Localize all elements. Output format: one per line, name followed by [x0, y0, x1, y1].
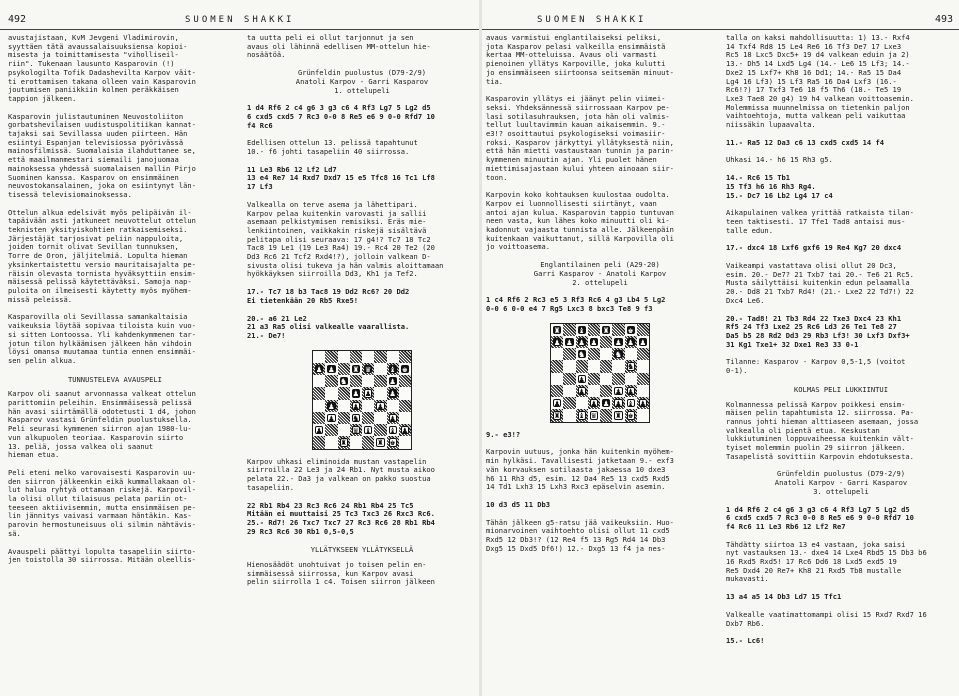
paragraph: avustajistaan, KvM Jevgeni Vladimirovin, syyttäen tätä avaussalaisuuksiensa kopioi- misesta ja toimittamisesta "viholliseil- riin". Tukenaan lausunto Kasparovin (!) psykologilta Tofik Dadashevilta Karpov väit- ti erottamisen takana olleen vain Kasparovin joutumisen paniikkiin kolmen peräkkäisen tappion jälkeen.: [8, 33, 196, 103]
board-square: [387, 436, 399, 448]
board-square: [325, 375, 337, 387]
chess-piece-icon: ♟: [578, 337, 585, 348]
paragraph: avaus varmistui englantilaiseksi peliksi, jota Kasparov pelasi valkeilla ensimmäistä kertaa MM-otteluissa. Avaus oli varmasti pienoinen yllätys Karpoville, joka kulutti jo ensimmäiseen siirtoonsa seitsemän minuut- tia.: [486, 33, 674, 86]
chess-piece-icon: ♟: [328, 364, 335, 375]
chess-piece-icon: ♟: [603, 399, 609, 410]
chess-piece-icon: ♞: [340, 377, 347, 388]
board-square: [350, 400, 362, 412]
chess-piece-icon: ♟: [554, 337, 560, 348]
board-square: [362, 424, 374, 436]
board-square: [563, 348, 575, 360]
board-square: [551, 336, 563, 348]
paragraph: Valkealla on terve asema ja lähettipari. Karpov pelaa kuitenkin varovasti ja sallii asemaan pelkistymisen remisiksi. Eräs mie- lenkiintoinen, vaikkakin riskejä sisältävä pelitapa olisi seuraava: 17 g4!? Tc7 18 Tc2 Tac8 19 Le1 (19 Le3 Ra4) 19.- Rc4 20 Te2 (20 Dd3 Rc6 21 Tcf2 Rxd4!?), jolloin valkean D- sivusta olisi tukeva ja hän valmis aloittamaan hyökkäyksen siirroilla Dd3, Kh1 ja Tef2.: [247, 199, 444, 279]
chess-piece-icon: ♜: [353, 364, 359, 375]
chess-piece-icon: ♟: [377, 401, 384, 412]
board-square: [588, 336, 600, 348]
game-moves: 20.- a6 21 Le2 21 a3 Ra5 olisi valkealle vaarallista. 21.- De7!: [247, 313, 410, 340]
chess-piece-icon: ♝: [578, 411, 585, 422]
board-square: [399, 363, 411, 375]
board-square: [625, 324, 637, 336]
board-square: [362, 436, 374, 448]
chess-piece-icon: ♟: [316, 426, 322, 437]
chess-piece-icon: ♟: [389, 377, 396, 388]
right-column-2: [726, 34, 956, 655]
chess-piece-icon: ♜: [615, 411, 622, 422]
game-moves: 14.- Rc6 15 Tb1 15 Tf3 h6 16 Rh3 Rg4. 15.- Dc7 16 Lb2 Lg4 17 c4: [726, 173, 833, 200]
chess-piece-icon: ♟: [627, 337, 634, 348]
board-square: [313, 424, 325, 436]
board-square: [362, 412, 374, 424]
board-square: [374, 412, 386, 424]
board-square: [637, 385, 649, 397]
board-square: [637, 373, 649, 385]
board-square: [551, 409, 563, 421]
paragraph: Kasparovin julistautuminen Neuvostoliiton gorbatshevilaisen uudistuspolitiikan kannat- tajaksi sai Sevillassa uuden piirteen. Hän esiintyi Espanjan televisiossa pyörivässä mainosfilmissä. Suomalaisia ilahduttanee se, että maailmanmestari siemaili janojuomaa mainoksessa yhdessä suomalaisen mallin Pirjo Suominen kanssa. Kasparov on ensimmäinen neuvostokansalainen, joka on esiintynyt län- tisessä televisiomainoksessa.: [8, 111, 196, 199]
board-square: [625, 397, 637, 409]
game-moves: 9.- e3!?: [486, 429, 521, 439]
chess-piece-icon: ♟: [566, 337, 573, 348]
board-square: [387, 412, 399, 424]
page-header-right: [482, 15, 959, 30]
board-square: [600, 373, 612, 385]
board-square: [625, 360, 637, 372]
chess-piece-icon: ♟: [627, 386, 634, 397]
board-square: [551, 324, 563, 336]
board-square: [563, 373, 575, 385]
chess-piece-icon: ♟: [554, 399, 560, 410]
right-column-1: [486, 34, 714, 562]
page-number: 492: [8, 14, 27, 25]
board-square: [637, 409, 649, 421]
board-square: [350, 375, 362, 387]
board-square: [387, 400, 399, 412]
board-square: [600, 360, 612, 372]
chess-piece-icon: ♟: [389, 389, 396, 400]
board-square: [625, 348, 637, 360]
board-square: [637, 360, 649, 372]
board-square: [338, 400, 350, 412]
paragraph: Hienosäädöt unohtuivat jo toisen pelin en- simmäisessä siirrossa, kun Karpov avasi pelin siirrolla 1 c4. Toisen siirron jälkeen: [247, 560, 435, 587]
paragraph: Vaikeampi vastattava olisi ollut 20 Dc3, esim. 20.- De7? 21 Txb7 tai 20.- Te6 21 Rc5. Musta säilyttäisi kuitenkin edun pelaamalla 20.- Dd8 21 Txb7 Rd4! (21.- Lxe2 22 Td7!) 22 Dxc4 Le6.: [726, 261, 914, 305]
chess-board: [312, 350, 412, 450]
board-square: [588, 409, 600, 421]
board-square: [600, 336, 612, 348]
board-square: [362, 387, 374, 399]
board-square: [588, 373, 600, 385]
chess-piece-icon: ♞: [627, 362, 634, 373]
board-square: [563, 385, 575, 397]
game-moves: 1 d4 Rf6 2 c4 g6 3 g3 c6 4 Rf3 Lg7 5 Lg2 d5 6 cxd5 cxd5 7 Rc3 0-0 8 Re5 e6 9 0-0 Rfd7 10 f4 Rc6 11 Le3 Rb6 12 Lf2 Re7: [726, 504, 914, 531]
board-square: [338, 387, 350, 399]
paragraph: Aikapulainen valkea yrittää ratkaista tilan- teen taktisesti. 17 Tfe1 Tad8 antaisi mus- talle edun.: [726, 208, 914, 235]
board-square: [588, 385, 600, 397]
game-heading: Englantilainen peli (A29-20) Garri Kasparov - Anatoli Karpov 2. ottelupeli: [533, 260, 667, 287]
board-square: [637, 397, 649, 409]
page-number: 493: [934, 14, 953, 25]
board-square: [374, 424, 386, 436]
chess-piece-icon: ♞: [578, 350, 585, 361]
board-square: [588, 360, 600, 372]
board-square: [588, 324, 600, 336]
board-square: [551, 373, 563, 385]
game-moves: 11 Le3 Rb6 12 Lf2 Ld7 13 e4 Re7 14 Rxd7 Dxd7 15 e5 Tfc8 16 Tc1 Lf8 17 Lf3: [247, 164, 435, 192]
paragraph: Tähän jälkeen g5-ratsu jää vaikeuksiin. Huo- mionarvoinen vaihtoehto olisi ollut 11 cxd5 Rxd5 12 Db3!? (12 Re4 f5 13 Rg5 Rd4 14 Db3 Dxg5 15 Dxd5 Df6!) 12.- Dxg5 13 f4 ja nes-: [486, 517, 674, 553]
chess-diagram-2: [486, 323, 714, 423]
game-heading: Grünfeldin puolustus (D79-2/9) Anatoli Karpov - Garri Kasparov 1. ottelupeli: [295, 68, 429, 95]
chess-piece-icon: ♟: [640, 399, 646, 410]
chess-piece-icon: ♚: [389, 438, 396, 449]
chess-piece-icon: ♟: [353, 389, 359, 400]
paragraph: Kasparovin yllätys ei jäänyt pelin viimei- seksi. Yhdeksännessä siirrossaan Karpov pe- lasi sotilasuhrauksen, jota hän oli valmis- tellut luultavimmin kauan aikaisemmin. 9.- e3!? osoittautui psykologiseksi voimasiir- roksi. Kasparov järkyttyi yllätyksestä niin, että hän mietti vastaustaan tunnin ja parin- kymmenen minuutin ajan. Yli puolet hänen miettimisajastaan kului yhteen ainoaan siir- toon.: [486, 94, 674, 182]
chess-piece-icon: ♝: [389, 364, 396, 375]
game-moves: 1 c4 Rf6 2 Rc3 e5 3 Rf3 Rc6 4 g3 Lb4 5 Lg2 0-0 6 0-0 e4 7 Rg5 Lxc3 8 bxc3 Te8 9 f3: [486, 295, 666, 313]
game-moves: 22 Rb1 Rb4 23 Rc3 Rc6 24 Rb1 Rb4 25 Tc5 Mitään ei muuttaisi 25 Tc3 Txc3 26 Rxc3 Rc6. 25.- Rd7! 26 Txc7 Txc7 27 Rc3 Rc6 28 Rb1 Rb4 29 Rc3 Rc6 30 Rb1 0,5-0,5: [247, 500, 435, 536]
chess-piece-icon: ♚: [627, 411, 634, 422]
chess-piece-icon: ♝: [627, 399, 634, 410]
board-square: [637, 348, 649, 360]
chess-piece-icon: ♜: [554, 325, 560, 336]
board-square: [399, 412, 411, 424]
board-square: [374, 387, 386, 399]
board-square: [399, 375, 411, 387]
chess-piece-icon: ♟: [591, 337, 597, 348]
board-square: [576, 397, 588, 409]
paragraph: Edellisen ottelun 13. pelissä tapahtunut 10.- f6 johti tasapeliin 40 siirrossa.: [247, 138, 418, 157]
board-square: [350, 412, 362, 424]
board-square: [362, 375, 374, 387]
running-head: SUOMEN SHAKKI: [185, 15, 295, 25]
board-square: [563, 336, 575, 348]
paragraph: Karpovin koko kohtauksen kuulostaa oudolta. Karpov ei luonnollisesti siirtänyt, vaan antoi ajan kulua. Kasparovin tappio tuntuvan neen vasta, kun lähes koko minuutti oli ki- kadonnut vajaasta tunnista alle. Jälkeenpäin kuitenkaan vaikuttanut, sillä Karpovilla oli jo voittoasema.: [486, 190, 674, 252]
board-square: [387, 351, 399, 363]
paragraph: Karpovin uutuus, jonka hän kuitenkin myöhem- min hylkäsi. Tavallisesti jatketaan 9.- exf3 vän korvauksen sotilaasta jakaessa 10 dxe3 h6 11 Rh3 d5, esim. 12 Da4 Re5 13 cxd5 Rxd5 14 Td1 Lxh3 15 Lxh3 Rxc3 epäselvin asemin.: [486, 447, 674, 492]
chess-piece-icon: ♟: [316, 364, 322, 375]
chess-piece-icon: ♟: [578, 374, 585, 385]
board-square: [362, 363, 374, 375]
section-heading: TUNNUSTELEVA AVAUSPELI: [68, 374, 162, 384]
board-square: [588, 348, 600, 360]
board-square: [399, 351, 411, 363]
chess-piece-icon: ♟: [328, 401, 335, 412]
chess-piece-icon: ♞: [353, 413, 359, 424]
paragraph: Karpov oli saanut arvonnassa valkeat ottelun parittomiin peleihin. Ensimmäisessä pelissä hän avasi siirtämällä odotetusti 1 d4, johon Kasparov vastasi Grünfeldin puolustuksella. Peli seurasi kymmenen siirron ajan 1980-lu- vun alkupuolen teoriaa. Kasparovin siirto 13. peliä, jossa valkea oli saanut hieman etua.: [8, 389, 196, 460]
chess-diagram-1: [247, 350, 477, 450]
board-square: [374, 363, 386, 375]
chess-board: [550, 323, 650, 423]
chess-piece-icon: ♟: [365, 389, 371, 400]
board-square: [563, 324, 575, 336]
game-moves: 20.- Tad8! 21 Tb3 Rd4 22 Txe3 Dxc4 23 Kh1 Rf5 24 Tf3 Lxe2 25 Rc6 Ld3 26 Te1 Te8 27 Da5 b5 28 Rd2 Dd3 29 Rb3 Lf3! 30 Lxf3 Dxf3+ 31 Kg1 Txe1+ 32 Dxe1 Re3 33 0-1: [726, 313, 910, 349]
board-square: [576, 348, 588, 360]
board-square: [338, 363, 350, 375]
board-square: [350, 424, 362, 436]
game-moves: 17.- dxc4 18 Lxf6 gxf6 19 Re4 Kg7 20 dxc4: [726, 243, 902, 253]
board-square: [576, 324, 588, 336]
game-moves: 17.- Tc7 18 b3 Tac8 19 Dd2 Rc6? 20 Dd2 Ei tietenkään 20 Rb5 Rxe5!: [247, 287, 410, 305]
board-square: [551, 385, 563, 397]
game-moves: 1 d4 Rf6 2 c4 g6 3 g3 c6 4 Rf3 Lg7 5 Lg2 d5 6 cxd5 cxd5 7 Rc3 0-0 8 Re5 e6 9 0-0 Rfd7 10 f4 Rc6: [247, 103, 435, 130]
chess-piece-icon: ♚: [402, 364, 408, 375]
board-square: [612, 336, 624, 348]
board-square: [313, 363, 325, 375]
chess-piece-icon: ♜: [377, 438, 384, 449]
paragraph: Tilanne: Kasparov - Karpov 0,5-1,5 (voitot 0-1).: [726, 357, 906, 376]
board-square: [563, 397, 575, 409]
board-square: [338, 375, 350, 387]
paragraph: Kasparovilla oli Sevillassa samankaltaisia vaikeuksia löytää sopivaa tiloista kuin vuo- si sitten Lontoossa. Yli kahdenkymmenen tar- jotun tilon hylkäämisen jälkeen hän vihdoin löysi omansa muutamaa tuntia ennen ensimmäi- sen pelin alkua.: [8, 312, 196, 365]
board-square: [325, 400, 337, 412]
board-square: [338, 436, 350, 448]
board-square: [325, 424, 337, 436]
chess-piece-icon: ♞: [615, 350, 622, 361]
board-square: [350, 436, 362, 448]
paragraph: Avauspeli päättyi lopulta tasapeliin siirto- jen toistolla 30 siirrossa. Mitään oleellis-: [8, 546, 196, 565]
board-square: [313, 436, 325, 448]
board-square: [600, 409, 612, 421]
board-square: [350, 387, 362, 399]
chess-piece-icon: ♟: [615, 399, 622, 410]
game-moves: 15.- Lc6!: [726, 636, 765, 646]
board-square: [313, 400, 325, 412]
chess-piece-icon: ♛: [353, 426, 359, 437]
board-square: [600, 324, 612, 336]
chess-piece-icon: ♟: [389, 413, 396, 424]
board-square: [551, 348, 563, 360]
board-square: [576, 385, 588, 397]
board-square: [612, 409, 624, 421]
board-square: [374, 400, 386, 412]
board-square: [362, 400, 374, 412]
board-square: [576, 373, 588, 385]
board-square: [338, 412, 350, 424]
board-square: [399, 387, 411, 399]
chess-piece-icon: ♝: [389, 426, 396, 437]
board-square: [374, 351, 386, 363]
board-square: [625, 385, 637, 397]
chess-piece-icon: ♜: [340, 438, 347, 449]
board-square: [313, 387, 325, 399]
board-square: [325, 436, 337, 448]
paragraph: Uhkasi 14.- h6 15 Rh3 g5.: [726, 155, 833, 165]
board-square: [612, 397, 624, 409]
board-square: [563, 360, 575, 372]
board-square: [612, 324, 624, 336]
section-heading: YLLÄTYKSEEN YLLÄTYKSELLÄ: [310, 545, 414, 555]
board-square: [612, 373, 624, 385]
board-square: [325, 412, 337, 424]
board-square: [612, 348, 624, 360]
chess-piece-icon: ♛: [365, 364, 371, 375]
running-head: SUOMEN SHAKKI: [537, 15, 647, 25]
board-square: [563, 409, 575, 421]
board-square: [387, 387, 399, 399]
board-square: [399, 424, 411, 436]
left-column-2: [247, 34, 477, 596]
board-square: [338, 424, 350, 436]
chess-piece-icon: ♟: [591, 399, 597, 410]
game-moves: 11.- Ra5 12 Da3 c6 13 cxd5 cxd5 14 f4: [726, 137, 885, 147]
chess-piece-icon: ♝: [365, 426, 371, 437]
board-square: [362, 351, 374, 363]
board-square: [399, 400, 411, 412]
chess-piece-icon: ♝: [578, 325, 585, 336]
chess-piece-icon: ♜: [603, 325, 609, 336]
board-square: [588, 397, 600, 409]
board-square: [612, 360, 624, 372]
board-square: [399, 436, 411, 448]
board-square: [374, 375, 386, 387]
left-column-1: [8, 34, 234, 574]
chess-piece-icon: ♟: [615, 337, 622, 348]
board-square: [600, 385, 612, 397]
board-square: [637, 336, 649, 348]
board-square: [313, 375, 325, 387]
board-square: [612, 385, 624, 397]
board-square: [313, 412, 325, 424]
paragraph: Peli eteni melko varovaisesti Kasparovin uu- den siirron jälkeenkin eikä kummallakaan ol- lut halua ryhtyä ottamaan riskejä. Karpovil- la olisi ollut tilaisuus pelata pariin ot- teeseen aktiivisemmin, mutta ensimmäisen pe- lin jännitys vaivasi varmaan häntäkin. Kas- parovin hermostuneisuus oli silmin nähtävis- sä.: [8, 467, 196, 538]
board-square: [625, 409, 637, 421]
board-square: [551, 397, 563, 409]
chess-piece-icon: ♟: [578, 386, 585, 397]
paragraph: Ottelun alkua edelsivät myös pelipäivän il- tapäivään asti jatkuneet neuvottelut ottelun teknisten yksityiskohtien ratkaisemiseksi. Järjestäjät tarjosivat peliin nappuloita, joiden tornit olivat Sevillan tunnuksen, Torre de Oron, jäljitelmiä. Lopulta hieman yksinkertaistettu versio mauritaisajalta pe- räisin olevasta tornista hyväksyttiin ensim- mäisessä pelissä käytettäväksi. Samoja nap- puloita on ilmeisesti käytetty myös myöhem- missä peleissä.: [8, 207, 196, 304]
board-square: [350, 363, 362, 375]
board-square: [625, 373, 637, 385]
board-square: [576, 409, 588, 421]
right-page: [482, 0, 959, 696]
paragraph: talla on kaksi mahdollisuutta: 1) 13.- Rxf4 14 Txf4 Rd8 15 Le4 Re6 16 Tf3 De7 17 Lxe3 Rc5 18 Lxc5 Dxc5+ 19 d4 valkean eduin ja 2) 13.- Dh5 14 Lxd5 Lg4 (14.- Le6 15 Lf3; 14.- Dxe2 15 Lxf7+ Kh8 16 Dd1; 14.- Ra5 15 Da4 Lg4 16 Lf3) 15 Lf3 Ra5 16 Da4 Lxf3 (16.- Rc6!?) 17 Txf3 Te6 18 f5 Th6 (18.- Te5 19 Lxe3 Tae8 20 g4) 19 h4 valkean voittoasemin. Molemmissa muunnelmissa on tietenkin paljon vaihtoehtoja, mutta valkean peli vaikuttaa niissäkin lupaavalta.: [726, 33, 914, 130]
chess-piece-icon: ♛: [591, 411, 597, 422]
paragraph: Kolmannessa pelissä Karpov poikkesi ensim- mäisen pelin tapahtumista 12. siirrossa. Pa- rannus johti hieman alttiaseen asemaan, jossa valkealla oli pientä etua. Keskustan lukkiutuminen loppuvaiheessa kuitenkin vält- tyiset molemmin puolin 29 siirron jälkeen. Tasapelistä sovittiin Karpovin ehdotuksesta.: [726, 399, 919, 461]
game-moves: 10 d3 d5 11 Db3: [486, 499, 551, 509]
paragraph: ta uutta peli ei ollut tarjonnut ja sen avaus oli lähinnä edellisen MM-ottelun hie- nosäätöä.: [247, 33, 431, 60]
board-square: [576, 360, 588, 372]
board-square: [325, 363, 337, 375]
board-square: [551, 360, 563, 372]
chess-piece-icon: ♟: [328, 413, 335, 424]
paragraph: Karpov uhkasi eliminoida mustan vastapelin siirroilla 22 Le3 ja 24 Rb1. Nyt musta aikoo pelata 22.- Da3 ja valkean on pakko suostua tasapeliin.: [247, 456, 435, 492]
section-heading: KOLMAS PELI LUKKIINTUI: [794, 384, 888, 394]
board-square: [625, 336, 637, 348]
chess-piece-icon: ♚: [627, 325, 634, 336]
page-header-left: [0, 15, 480, 30]
board-square: [387, 375, 399, 387]
board-square: [387, 363, 399, 375]
chess-piece-icon: ♟: [402, 426, 408, 437]
board-square: [338, 351, 350, 363]
game-heading: Grünfeldin puolustus (D79-2/9) Anatoli Karpov - Garri Kasparov 3. ottelupeli: [774, 469, 908, 496]
board-square: [350, 351, 362, 363]
board-square: [576, 336, 588, 348]
board-square: [637, 324, 649, 336]
chess-piece-icon: ♟: [615, 386, 622, 397]
chess-piece-icon: ♟: [640, 337, 646, 348]
game-moves: 13 a4 a5 14 Db3 Ld7 15 Tfc1: [726, 592, 842, 602]
board-square: [600, 397, 612, 409]
paragraph: Tähdätty siirtoa 13 e4 vastaan, joka saisi nyt vastauksen 13.- dxe4 14 Lxe4 Rbd5 15 Db3 b6 16 Rxd5 Rxd5! 17 Rc6 Dd6 18 Lxd5 exd5 19 Re5 Dxd4 20 Re7+ Kh8 21 Rxd5 Tb8 mustalle mukavasti.: [726, 539, 927, 584]
board-square: [325, 351, 337, 363]
board-square: [600, 348, 612, 360]
board-square: [387, 424, 399, 436]
board-square: [313, 351, 325, 363]
paragraph: Valkealle vaatimattomampi olisi 15 Rxd7 Rxd7 16 Dxb7 Rb6.: [726, 609, 927, 628]
board-square: [374, 436, 386, 448]
chess-piece-icon: ♟: [353, 401, 359, 412]
chess-piece-icon: ♜: [554, 411, 560, 422]
board-square: [325, 387, 337, 399]
